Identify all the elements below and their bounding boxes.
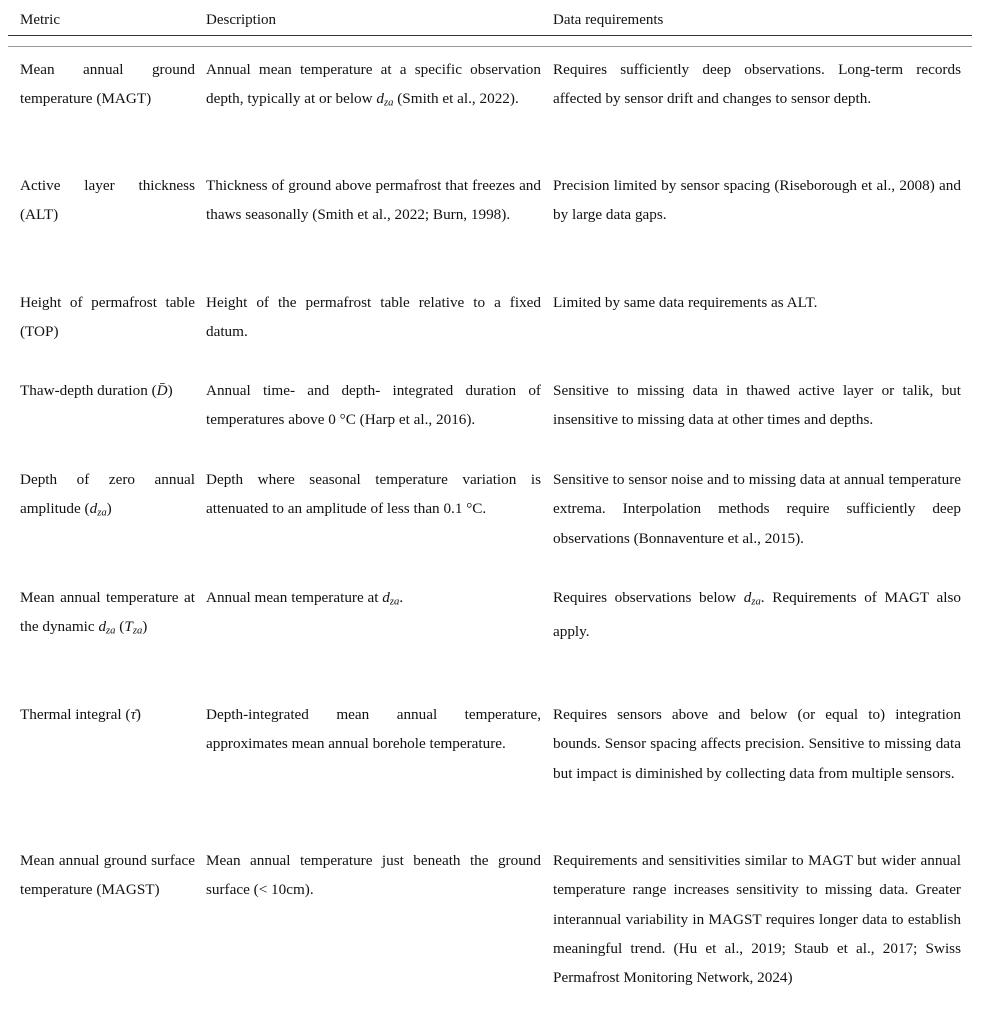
metric-cell: Active layer thickness (ALT): [20, 177, 195, 224]
metric-cell: Mean annual ground surface temperature (MAGST): [20, 852, 195, 899]
metric-cell: Thermal integral (τ̄): [20, 706, 141, 723]
header-data-requirements: Data requirements: [553, 12, 664, 28]
requirements-cell: Limited by same data requirements as ALT.: [553, 294, 818, 311]
description-cell: Depth where seasonal temperature variation is attenuated to an amplitude of less than 0.1 °C.: [206, 471, 541, 518]
description-cell: Height of the permafrost table relative to a fixed datum.: [206, 294, 541, 341]
requirements-cell: Requires observations below $d_{za}$. Requirements of MAGT also apply.: [553, 589, 961, 640]
requirements-cell: Requirements and sensitivities similar to MAGT but wider annual temperature range increases sensitivity to missing data. Greater interannual variability in MAGST requires longer data to establish meaningful trend. (Hu et al., 2019; Staub et al., 2017; Swiss Permafrost Monitoring Network, 2024): [553, 852, 961, 987]
description-cell: Annual mean temperature at a specific observation depth, typically at or below $d_{za}$ (Smith et al., 2022).: [206, 61, 541, 109]
requirements-cell: Requires sensors above and below (or equal to) integration bounds. Sensor spacing affects precision. Sensitive to missing data but impact is diminished by collecting data from multiple sensors.: [553, 706, 961, 782]
description-cell: Annual mean temperature at $d_{za}$.: [206, 589, 404, 608]
requirements-cell: Sensitive to missing data in thawed active layer or talik, but insensitive to missing data at other times and depths.: [553, 382, 961, 429]
header-metric: Metric: [20, 12, 60, 28]
description-cell: Depth-integrated mean annual temperature, approximates mean annual borehole temperature.: [206, 706, 541, 753]
metric-cell: Height of permafrost table (TOP): [20, 294, 195, 341]
metrics-table: [8, 0, 972, 987]
header-top-rule: [8, 35, 972, 36]
metric-cell: Mean annual temperature at the dynamic $d_{za}$ $(T_{za})$: [20, 589, 195, 637]
description-cell: Thickness of ground above permafrost that freezes and thaws seasonally (Smith et al., 2022; Burn, 1998).: [206, 177, 541, 224]
metric-cell: Mean annual ground temperature (MAGT): [20, 61, 195, 108]
table-header: [8, 0, 972, 35]
requirements-cell: Requires sufficiently deep observations. Long-term records affected by sensor drift and changes to sensor depth.: [553, 61, 961, 108]
header-bottom-rule: [8, 46, 972, 47]
description-cell: Annual time- and depth- integrated duration of temperatures above 0 °C (Harp et al., 2016).: [206, 382, 541, 429]
header-description: Description: [206, 12, 276, 28]
requirements-cell: Precision limited by sensor spacing (Riseborough et al., 2008) and by large data gaps.: [553, 177, 961, 224]
requirements-cell: Sensitive to sensor noise and to missing data at annual temperature extrema. Interpolation methods require sufficiently deep observations (Bonnaventure et al., 2015).: [553, 471, 961, 547]
metric-cell: Depth of zero annual amplitude $(d_{za})$: [20, 471, 195, 519]
description-cell: Mean annual temperature just beneath the ground surface (< 10cm).: [206, 852, 541, 899]
metric-cell: Thaw-depth duration (D̄): [20, 382, 173, 399]
